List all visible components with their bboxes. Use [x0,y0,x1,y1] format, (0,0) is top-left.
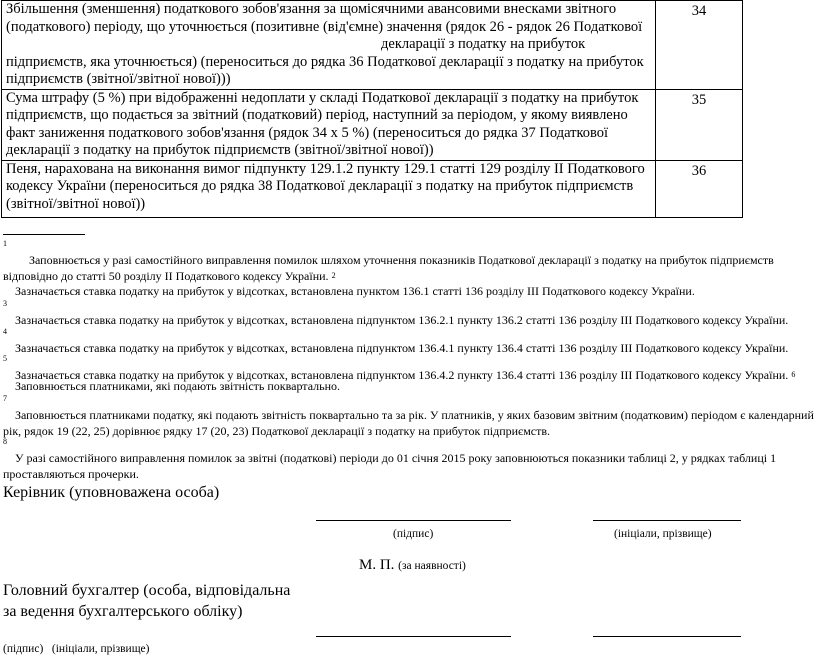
row-35-number: 35 [656,89,743,160]
footnote-7-marker: 7 [3,394,7,403]
table-row [2,89,743,160]
stamp-label [359,557,466,574]
footnote-6-text: Заповнюється платниками, які подають звітність поквартально. [15,379,341,393]
head-signature-caption: (підпис) [393,528,434,540]
head-label: Керівник (уповноважена особа) [3,484,220,501]
footnote-7 [3,391,815,439]
footnote-1 [3,236,815,284]
table-row [2,1,743,90]
footnote-4-marker: 4 [3,327,7,336]
head-initials-caption: (ініціали, прізвище) [614,528,712,540]
accountant-initials-line [593,636,741,637]
row-34-text-c: підприємств, яка уточнюється) (переноситься до рядка 36 Податкової декларації з податку на прибуток підприємств (звітної/звітної нової))) [6,53,644,87]
footnote-separator [3,234,85,235]
footnote-8-text: У разі самостійного виправлення помилок за звітні (податкові) періоди до 01 січня 2015 року заповнюються показники таблиці 2, у рядках таблиці 1 проставляються прочерки. [3,451,777,481]
row-36-number: 36 [656,160,743,217]
footnote-3-text: Зазначається ставка податку на прибуток у відсотках, встановлена підпунктом 136.2.1 пункту 136.2 статті 136 розділу III Податкового кодексу України. [15,313,789,327]
footnote-4-text: Зазначається ставка податку на прибуток у відсотках, встановлена підпунктом 136.4.1 пункту 136.4 статті 136 розділу III Податкового кодексу України. [15,341,789,355]
footnote-2-text: Зазначається ставка податку на прибуток у відсотках, встановлена пунктом 136.1 статті 136 розділу III Податкового кодексу України. [15,284,695,298]
head-initials-line [593,520,741,521]
declaration-table [1,0,743,218]
row-34-text-a: Збільшення (зменшення) податкового зобов'язання за щомісячними авансовими внесками звітного (податкового) періоду, що уточнюється (позитивне (від'ємне) значення (рядок 26 - рядок 26 Податкової [6,1,643,35]
footnote-7-text: Заповнюється платниками податку, які подають звітність поквартально та за рік. У платників, у яких базовим звітним (податковим) періодом є календарний рік, рядок 19 (22, 25) дорівнює рядку 17 (20, 23) Податкової декларації з податку на прибуток підприємств. [3,408,814,438]
accountant-caption: (підпис) (ініціали, прізвище) [3,643,150,655]
row-34-number: 34 [656,1,743,90]
row-34-text-b: декларації з податку на прибуток [381,36,586,52]
footnote-5-marker: 5 [3,354,7,363]
footnote-8-marker: 8 [3,437,7,446]
footnote-1-marker: 1 [3,239,7,248]
head-signature-line [316,520,511,521]
stamp-text: М. П. [359,557,395,573]
row-34-description [2,1,656,90]
row-35-description: Сума штрафу (5 %) при відображенні недоплати у складі Податкової декларації з податку на прибуток підприємств, що подається за звітний (податковий) період, наступний за періодом, у якому виявлено факт заниження податкового зобов'язання (рядок 34 х 5 %) (переноситься до рядка 37 Податкової декларації з податку на прибуток підприємств (звітної/звітної нової)) [2,89,656,160]
stamp-note: (за наявності) [398,560,466,572]
accountant-signature-line [316,636,511,637]
footnote-2-marker: 2 [331,271,336,280]
table-row [2,160,743,217]
row-36-description: Пеня, нарахована на виконання вимог підпункту 129.1.2 пункту 129.1 статті 129 розділу II Податкового кодексу України (переноситься до рядка 38 Податкової декларації з податку на прибуток підприємств (звітної/звітної нової)) [2,160,656,217]
footnote-3-marker: 3 [3,299,7,308]
footnote-8 [3,434,815,482]
footnote-5-text: Зазначається ставка податку на прибуток у відсотках, встановлена підпунктом 136.4.2 пункту 136.4 статті 136 розділу III Податкового кодексу України. [15,368,789,382]
footnote-1-text: Заповнюється у разі самостійного виправлення помилок шляхом уточнення показників Податкової декларації з податку на прибуток підприємств відповідно до статті 50 розділу II Податкового кодексу України. [3,253,774,283]
accountant-label [3,580,290,622]
footnote-6-marker: 6 [791,370,796,379]
accountant-label-line2: за ведення бухгалтерського обліку) [3,603,243,620]
accountant-label-line1: Головний бухгалтер (особа, відповідальна [3,582,291,599]
